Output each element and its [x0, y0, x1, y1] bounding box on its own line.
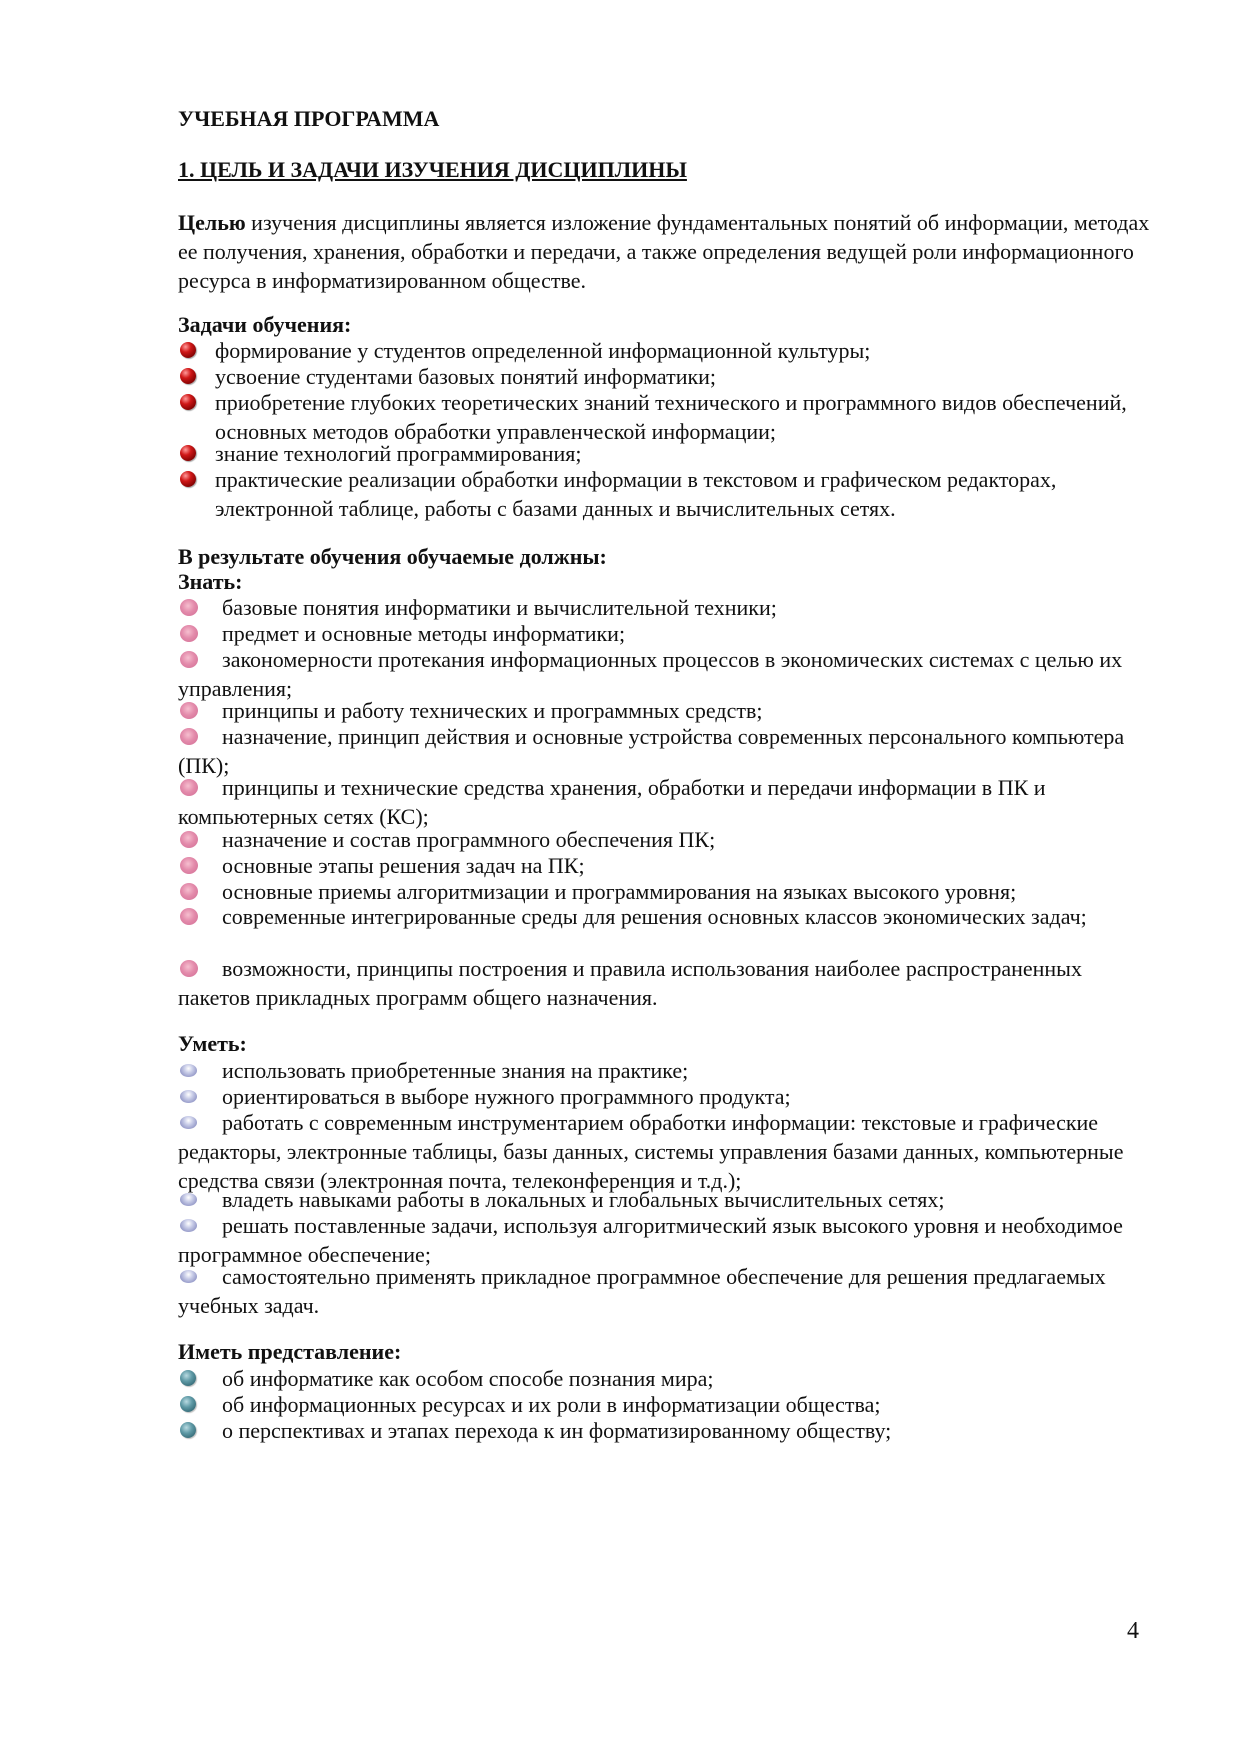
lavender-ellipse-bullet-icon [180, 1116, 197, 1129]
list-item: использовать приобретенные знания на практике; [178, 1056, 1158, 1085]
list-item: основные приемы алгоритмизации и программирования на языках высокого уровня; [178, 877, 1158, 906]
list-item: основные этапы решения задач на ПК; [178, 851, 1158, 880]
section-heading: 1. ЦЕЛЬ И ЗАДАЧИ ИЗУЧЕНИЯ ДИСЦИПЛИНЫ [178, 157, 687, 182]
list-item: решать поставленные задачи, используя алгоритмический язык высокого уровня и необходимое программное обеспечение; [178, 1213, 1123, 1267]
lavender-ellipse-bullet-icon [180, 1219, 197, 1232]
pink-ball-bullet-icon [180, 651, 198, 668]
list-item: владеть навыками работы в локальных и глобальных вычислительных сетях; [178, 1185, 1158, 1214]
document-title: УЧЕБНАЯ ПРОГРАММА [178, 106, 440, 131]
lavender-ellipse-bullet-icon [180, 1064, 197, 1077]
list-item: назначение и состав программного обеспечения ПК; [178, 825, 1158, 854]
teal-ball-bullet-icon [180, 1422, 196, 1438]
list-item: о перспективах и этапах перехода к ин форматизированному обществу; [178, 1416, 1158, 1445]
tasks-heading: Задачи обучения: [178, 312, 352, 337]
idea-heading: Иметь представление: [178, 1339, 402, 1364]
list-item: принципы и технические средства хранения, обработки и передачи информации в ПК и компьютерных сетях (КС); [178, 775, 1046, 829]
pink-ball-bullet-icon [180, 960, 198, 977]
list-item: возможности, принципы построения и правила использования наиболее распространенных пакетов прикладных программ общего назначения. [178, 956, 1082, 1010]
goal-lead: Целью [178, 210, 246, 235]
red-ball-bullet-icon [180, 368, 196, 384]
pink-ball-bullet-icon [180, 625, 198, 642]
pink-ball-bullet-icon [180, 728, 198, 745]
red-ball-bullet-icon [180, 394, 196, 410]
page-number: 4 [1127, 1618, 1139, 1644]
list-item: предмет и основные методы информатики; [178, 619, 1158, 648]
red-ball-bullet-icon [180, 471, 196, 487]
result-heading: В результате обучения обучаемые должны: [178, 544, 607, 569]
pink-ball-bullet-icon [180, 702, 198, 719]
list-item: базовые понятия информатики и вычислительной техники; [178, 593, 1158, 622]
list-item: об информатике как особом способе познания мира; [178, 1364, 1158, 1393]
pink-ball-bullet-icon [180, 779, 198, 796]
list-item: современные интегрированные среды для решения основных классов экономических задач; [178, 902, 1158, 931]
red-ball-bullet-icon [180, 342, 196, 358]
list-item: практические реализации обработки информации в текстовом и графическом редакторах, электронной таблице, работы с базами данных и вычислительных сетях. [178, 465, 1158, 523]
pink-ball-bullet-icon [180, 831, 198, 848]
list-item: усвоение студентами базовых понятий информатики; [178, 362, 1158, 391]
teal-ball-bullet-icon [180, 1370, 196, 1386]
lavender-ellipse-bullet-icon [180, 1270, 197, 1283]
list-item: об информационных ресурсах и их роли в информатизации общества; [178, 1390, 1158, 1419]
goal-text: изучения дисциплины является изложение фундаментальных понятий об информации, методах ее получения, хранения, обработки и передачи, а также определения ведущей роли информационного ресурса в информатизированном обществе. [178, 210, 1150, 293]
list-item: формирование у студентов определенной информационной культуры; [178, 336, 1158, 365]
pink-ball-bullet-icon [180, 883, 198, 900]
pink-ball-bullet-icon [180, 857, 198, 874]
list-item: принципы и работу технических и программных средств; [178, 696, 1158, 725]
list-item: назначение, принцип действия и основные устройства современных персонального компьютера (ПК); [178, 724, 1125, 778]
list-item: закономерности протекания информационных процессов в экономических системах с целью их управления; [178, 647, 1123, 701]
list-item: ориентироваться в выборе нужного программного продукта; [178, 1082, 1158, 1111]
pink-ball-bullet-icon [180, 908, 198, 925]
pink-ball-bullet-icon [180, 599, 198, 616]
list-item: самостоятельно применять прикладное программное обеспечение для решения предлагаемых учебных задач. [178, 1264, 1106, 1318]
list-item: приобретение глубоких теоретических знаний технического и программного видов обеспечений, основных методов обработки управленческой информации; [178, 388, 1158, 446]
red-ball-bullet-icon [180, 445, 196, 461]
can-heading: Уметь: [178, 1031, 247, 1056]
goal-paragraph [178, 208, 1158, 295]
lavender-ellipse-bullet-icon [180, 1090, 197, 1103]
list-item: работать с современным инструментарием обработки информации: текстовые и графические редакторы, электронные таблицы, базы данных, системы управления базами данных, компьютерные средства связи (электронная почта, телеконференция и т.д.); [178, 1110, 1124, 1193]
lavender-ellipse-bullet-icon [180, 1193, 197, 1206]
list-item: знание технологий программирования; [178, 439, 1158, 468]
teal-ball-bullet-icon [180, 1396, 196, 1412]
know-heading: Знать: [178, 569, 243, 594]
